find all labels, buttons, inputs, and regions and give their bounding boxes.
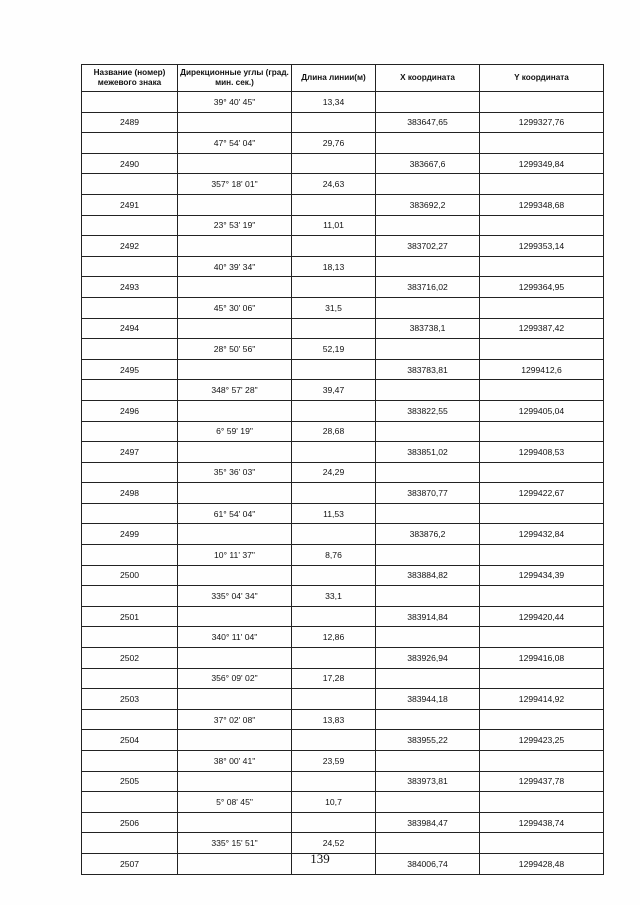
cell-direction-angle: 5° 08' 45" — [178, 792, 292, 813]
cell-line-length — [292, 442, 376, 463]
header-y-coordinate: Y координата — [480, 65, 604, 92]
cell-line-length — [292, 277, 376, 298]
cell-y-coordinate — [480, 380, 604, 401]
cell-line-length: 8,76 — [292, 545, 376, 566]
cell-direction-angle — [178, 236, 292, 257]
cell-y-coordinate — [480, 503, 604, 524]
cell-line-length: 11,01 — [292, 215, 376, 236]
cell-x-coordinate — [376, 133, 480, 154]
boundary-markers-table — [81, 64, 604, 875]
table-row — [82, 277, 604, 298]
cell-x-coordinate — [376, 503, 480, 524]
cell-y-coordinate: 1299428,48 — [480, 853, 604, 874]
cell-marker-name: 2495 — [82, 359, 178, 380]
cell-y-coordinate — [480, 174, 604, 195]
cell-line-length — [292, 812, 376, 833]
table-row — [82, 112, 604, 133]
cell-x-coordinate — [376, 668, 480, 689]
cell-marker-name — [82, 503, 178, 524]
table-row — [82, 400, 604, 421]
cell-x-coordinate: 383692,2 — [376, 194, 480, 215]
cell-x-coordinate: 384006,74 — [376, 853, 480, 874]
cell-line-length: 52,19 — [292, 339, 376, 360]
cell-y-coordinate — [480, 297, 604, 318]
cell-direction-angle — [178, 400, 292, 421]
cell-direction-angle: 6° 59' 19" — [178, 421, 292, 442]
table-row — [82, 92, 604, 113]
cell-marker-name: 2499 — [82, 524, 178, 545]
cell-line-length: 28,68 — [292, 421, 376, 442]
cell-direction-angle — [178, 648, 292, 669]
cell-marker-name — [82, 380, 178, 401]
table-row — [82, 668, 604, 689]
table-row — [82, 133, 604, 154]
cell-x-coordinate — [376, 339, 480, 360]
cell-x-coordinate — [376, 545, 480, 566]
cell-y-coordinate — [480, 133, 604, 154]
cell-y-coordinate — [480, 751, 604, 772]
cell-y-coordinate — [480, 668, 604, 689]
cell-marker-name: 2507 — [82, 853, 178, 874]
cell-marker-name: 2493 — [82, 277, 178, 298]
cell-line-length: 10,7 — [292, 792, 376, 813]
cell-line-length — [292, 112, 376, 133]
cell-y-coordinate: 1299353,14 — [480, 236, 604, 257]
table-row — [82, 627, 604, 648]
cell-line-length — [292, 153, 376, 174]
cell-direction-angle: 23° 53' 19" — [178, 215, 292, 236]
cell-y-coordinate — [480, 709, 604, 730]
cell-marker-name — [82, 545, 178, 566]
table-body — [82, 92, 604, 875]
table-row — [82, 565, 604, 586]
cell-marker-name — [82, 133, 178, 154]
header-x-coordinate: X координата — [376, 65, 480, 92]
cell-line-length: 31,5 — [292, 297, 376, 318]
table-header-row — [82, 65, 604, 92]
cell-direction-angle: 356° 09' 02" — [178, 668, 292, 689]
table-row — [82, 174, 604, 195]
cell-line-length: 11,53 — [292, 503, 376, 524]
cell-y-coordinate — [480, 586, 604, 607]
cell-x-coordinate — [376, 421, 480, 442]
cell-line-length: 12,86 — [292, 627, 376, 648]
cell-marker-name — [82, 792, 178, 813]
cell-y-coordinate — [480, 421, 604, 442]
cell-x-coordinate — [376, 215, 480, 236]
cell-x-coordinate: 383716,02 — [376, 277, 480, 298]
cell-x-coordinate: 383702,27 — [376, 236, 480, 257]
cell-y-coordinate — [480, 256, 604, 277]
cell-line-length: 23,59 — [292, 751, 376, 772]
cell-line-length: 33,1 — [292, 586, 376, 607]
table-row — [82, 236, 604, 257]
cell-x-coordinate: 383851,02 — [376, 442, 480, 463]
cell-marker-name — [82, 462, 178, 483]
cell-direction-angle: 10° 11' 37" — [178, 545, 292, 566]
cell-direction-angle: 335° 04' 34" — [178, 586, 292, 607]
cell-line-length — [292, 606, 376, 627]
cell-line-length — [292, 730, 376, 751]
cell-line-length — [292, 648, 376, 669]
table-row — [82, 297, 604, 318]
table-row — [82, 462, 604, 483]
cell-x-coordinate — [376, 297, 480, 318]
cell-x-coordinate: 383984,47 — [376, 812, 480, 833]
cell-x-coordinate: 383876,2 — [376, 524, 480, 545]
cell-y-coordinate: 1299416,08 — [480, 648, 604, 669]
cell-y-coordinate — [480, 92, 604, 113]
cell-marker-name — [82, 751, 178, 772]
cell-marker-name — [82, 92, 178, 113]
cell-marker-name: 2494 — [82, 318, 178, 339]
cell-y-coordinate: 1299364,95 — [480, 277, 604, 298]
cell-marker-name — [82, 627, 178, 648]
table-row — [82, 751, 604, 772]
page-number: 139 — [310, 851, 330, 866]
header-line-length: Длина линии(м) — [292, 65, 376, 92]
cell-direction-angle: 357° 18' 01" — [178, 174, 292, 195]
cell-y-coordinate: 1299432,84 — [480, 524, 604, 545]
cell-direction-angle: 37° 02' 08" — [178, 709, 292, 730]
cell-x-coordinate — [376, 92, 480, 113]
cell-x-coordinate — [376, 627, 480, 648]
table-row — [82, 359, 604, 380]
cell-direction-angle: 35° 36' 03" — [178, 462, 292, 483]
cell-x-coordinate: 383783,81 — [376, 359, 480, 380]
header-direction-angle: Дирекционные углы (град. мин. сек.) — [178, 65, 292, 92]
cell-x-coordinate: 383926,94 — [376, 648, 480, 669]
cell-direction-angle — [178, 112, 292, 133]
cell-y-coordinate — [480, 627, 604, 648]
cell-x-coordinate: 383944,18 — [376, 689, 480, 710]
cell-y-coordinate — [480, 545, 604, 566]
cell-marker-name: 2502 — [82, 648, 178, 669]
cell-marker-name — [82, 586, 178, 607]
table-row — [82, 380, 604, 401]
cell-direction-angle: 340° 11' 04" — [178, 627, 292, 648]
cell-line-length: 24,29 — [292, 462, 376, 483]
cell-y-coordinate: 1299348,68 — [480, 194, 604, 215]
cell-x-coordinate — [376, 709, 480, 730]
cell-x-coordinate: 383870,77 — [376, 483, 480, 504]
cell-direction-angle: 61° 54' 04" — [178, 503, 292, 524]
cell-marker-name: 2490 — [82, 153, 178, 174]
cell-direction-angle — [178, 483, 292, 504]
cell-line-length: 24,52 — [292, 833, 376, 854]
table-row — [82, 812, 604, 833]
cell-x-coordinate: 383647,65 — [376, 112, 480, 133]
cell-line-length — [292, 236, 376, 257]
table-row — [82, 194, 604, 215]
cell-line-length: 29,76 — [292, 133, 376, 154]
cell-line-length: 17,28 — [292, 668, 376, 689]
cell-line-length: 39,47 — [292, 380, 376, 401]
cell-x-coordinate — [376, 751, 480, 772]
cell-marker-name — [82, 297, 178, 318]
cell-marker-name: 2489 — [82, 112, 178, 133]
cell-marker-name — [82, 256, 178, 277]
header-marker-name: Название (номер) межевого знака — [82, 65, 178, 92]
table-row — [82, 524, 604, 545]
cell-direction-angle — [178, 524, 292, 545]
table-row — [82, 339, 604, 360]
cell-y-coordinate — [480, 792, 604, 813]
cell-x-coordinate — [376, 256, 480, 277]
cell-y-coordinate: 1299423,25 — [480, 730, 604, 751]
cell-marker-name: 2501 — [82, 606, 178, 627]
cell-marker-name: 2496 — [82, 400, 178, 421]
cell-y-coordinate: 1299437,78 — [480, 771, 604, 792]
table-row — [82, 545, 604, 566]
table-row — [82, 606, 604, 627]
cell-line-length: 13,34 — [292, 92, 376, 113]
table-row — [82, 689, 604, 710]
cell-x-coordinate: 383884,82 — [376, 565, 480, 586]
table-row — [82, 318, 604, 339]
cell-y-coordinate: 1299434,39 — [480, 565, 604, 586]
cell-y-coordinate: 1299438,74 — [480, 812, 604, 833]
cell-x-coordinate — [376, 792, 480, 813]
cell-y-coordinate: 1299412,6 — [480, 359, 604, 380]
cell-x-coordinate: 383914,84 — [376, 606, 480, 627]
cell-line-length — [292, 483, 376, 504]
cell-y-coordinate: 1299327,76 — [480, 112, 604, 133]
cell-marker-name: 2498 — [82, 483, 178, 504]
cell-marker-name — [82, 215, 178, 236]
cell-marker-name: 2497 — [82, 442, 178, 463]
cell-line-length: 13,83 — [292, 709, 376, 730]
table-row — [82, 483, 604, 504]
cell-marker-name: 2492 — [82, 236, 178, 257]
cell-direction-angle: 39° 40' 45" — [178, 92, 292, 113]
cell-direction-angle — [178, 318, 292, 339]
cell-direction-angle — [178, 359, 292, 380]
cell-x-coordinate: 383973,81 — [376, 771, 480, 792]
cell-direction-angle — [178, 194, 292, 215]
cell-line-length — [292, 318, 376, 339]
cell-marker-name — [82, 421, 178, 442]
table-row — [82, 709, 604, 730]
cell-direction-angle — [178, 812, 292, 833]
cell-direction-angle: 47° 54' 04" — [178, 133, 292, 154]
cell-direction-angle: 38° 00' 41" — [178, 751, 292, 772]
cell-marker-name: 2491 — [82, 194, 178, 215]
table-row — [82, 421, 604, 442]
cell-marker-name: 2500 — [82, 565, 178, 586]
cell-y-coordinate — [480, 339, 604, 360]
cell-line-length: 18,13 — [292, 256, 376, 277]
cell-direction-angle: 348° 57' 28" — [178, 380, 292, 401]
cell-direction-angle: 335° 15' 51" — [178, 833, 292, 854]
cell-marker-name: 2504 — [82, 730, 178, 751]
table-row — [82, 503, 604, 524]
cell-marker-name — [82, 709, 178, 730]
cell-x-coordinate — [376, 380, 480, 401]
cell-y-coordinate — [480, 215, 604, 236]
table-row — [82, 771, 604, 792]
cell-y-coordinate — [480, 462, 604, 483]
cell-marker-name: 2505 — [82, 771, 178, 792]
cell-y-coordinate: 1299420,44 — [480, 606, 604, 627]
table-row — [82, 730, 604, 751]
table-row — [82, 153, 604, 174]
cell-direction-angle — [178, 771, 292, 792]
cell-y-coordinate: 1299422,67 — [480, 483, 604, 504]
cell-line-length — [292, 194, 376, 215]
cell-direction-angle — [178, 606, 292, 627]
cell-x-coordinate — [376, 174, 480, 195]
cell-y-coordinate: 1299349,84 — [480, 153, 604, 174]
cell-line-length — [292, 524, 376, 545]
cell-direction-angle — [178, 730, 292, 751]
cell-line-length — [292, 400, 376, 421]
cell-line-length: 24,63 — [292, 174, 376, 195]
table-row — [82, 442, 604, 463]
cell-direction-angle — [178, 277, 292, 298]
cell-marker-name: 2503 — [82, 689, 178, 710]
cell-y-coordinate: 1299408,53 — [480, 442, 604, 463]
cell-x-coordinate: 383822,55 — [376, 400, 480, 421]
cell-marker-name — [82, 174, 178, 195]
cell-x-coordinate: 383667,6 — [376, 153, 480, 174]
cell-marker-name — [82, 339, 178, 360]
cell-line-length — [292, 565, 376, 586]
cell-marker-name: 2506 — [82, 812, 178, 833]
cell-direction-angle — [178, 689, 292, 710]
cell-line-length — [292, 689, 376, 710]
cell-line-length — [292, 771, 376, 792]
cell-x-coordinate: 383738,1 — [376, 318, 480, 339]
cell-direction-angle: 40° 39' 34" — [178, 256, 292, 277]
table-row — [82, 256, 604, 277]
cell-direction-angle — [178, 565, 292, 586]
cell-y-coordinate: 1299414,92 — [480, 689, 604, 710]
cell-x-coordinate — [376, 586, 480, 607]
cell-direction-angle — [178, 442, 292, 463]
cell-direction-angle: 28° 50' 56" — [178, 339, 292, 360]
cell-y-coordinate: 1299405,04 — [480, 400, 604, 421]
cell-x-coordinate — [376, 462, 480, 483]
cell-line-length — [292, 359, 376, 380]
table-row — [82, 792, 604, 813]
cell-marker-name — [82, 668, 178, 689]
cell-x-coordinate: 383955,22 — [376, 730, 480, 751]
table-row — [82, 215, 604, 236]
table-row — [82, 586, 604, 607]
cell-direction-angle: 45° 30' 06" — [178, 297, 292, 318]
cell-y-coordinate: 1299387,42 — [480, 318, 604, 339]
table-row — [82, 648, 604, 669]
cell-direction-angle — [178, 153, 292, 174]
